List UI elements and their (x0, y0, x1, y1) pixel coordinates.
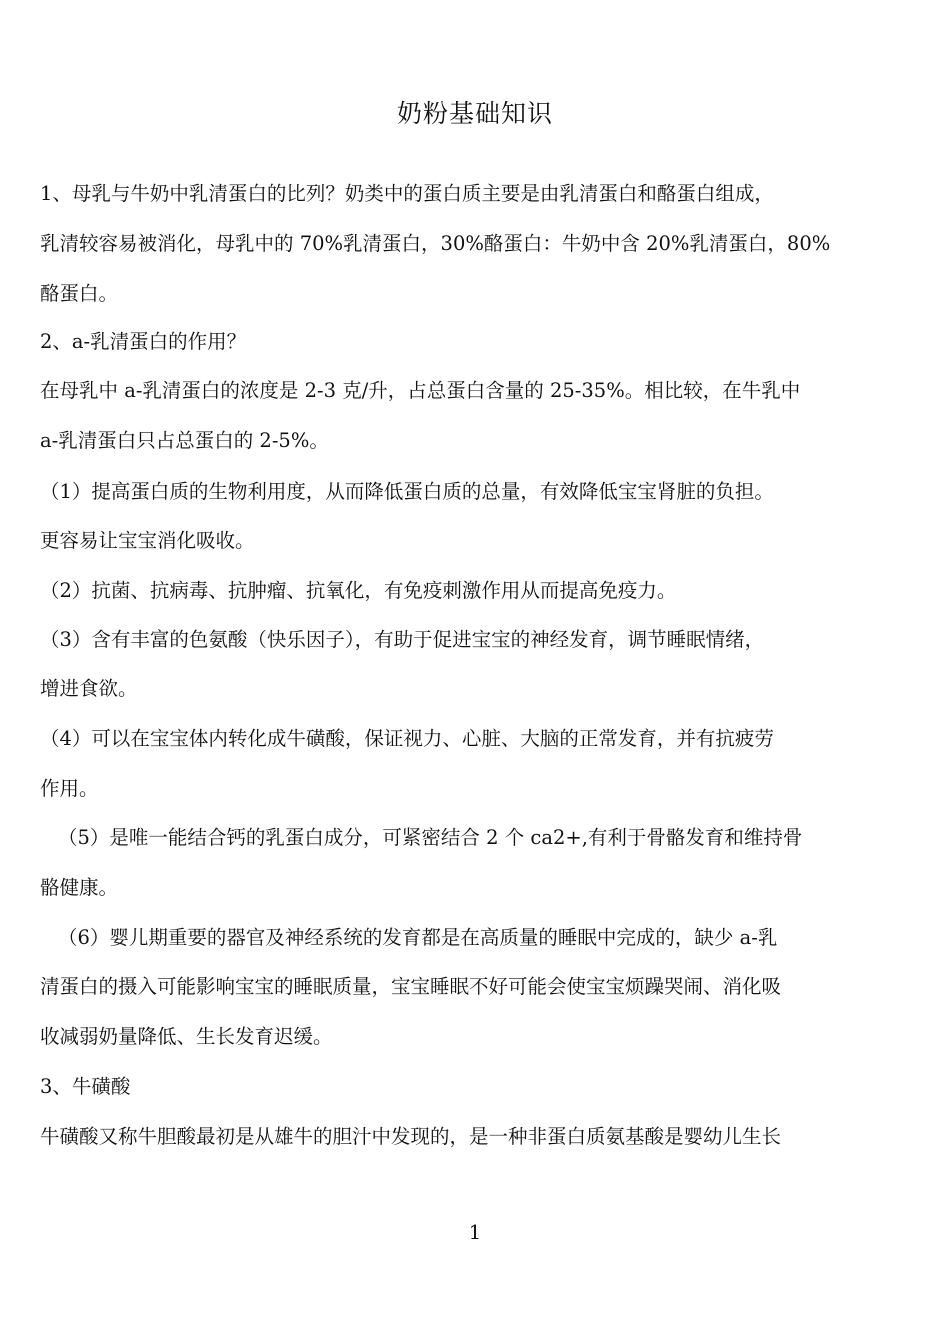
page-title: 奶粉基础知识 (396, 99, 553, 128)
item-1-line-1: （1）提高蛋白质的生物利用度，从而降低蛋白质的总量，有效降低宝宝肾脏的负担。 (40, 480, 774, 503)
item-3-line-1: （3）含有丰富的色氨酸（快乐因子），有助于促进宝宝的神经发育，调节睡眠情绪， (40, 628, 765, 651)
item-2-line-1: （2）抗菌、抗病毒、抗肿瘤、抗氧化，有免疫刺激作用从而提高免疫力。 (40, 579, 677, 602)
item-5-line-1: （5）是唯一能结合钙的乳蛋白成分，可紧密结合 2 个 ca2+,有利于骨骼发育和维持骨 (58, 826, 803, 849)
section-2-heading: 2、a-乳清蛋白的作用？ (40, 330, 247, 353)
paragraph-1-line-1: 1、母乳与牛奶中乳清蛋白的比列？奶类中的蛋白质主要是由乳清蛋白和酪蛋白组成， (40, 182, 774, 205)
item-5-line-2: 骼健康。 (40, 876, 119, 899)
item-6-line-3: 收减弱奶量降低、生长发育迟缓。 (40, 1025, 333, 1048)
paragraph-1-line-3: 酪蛋白。 (40, 282, 119, 305)
item-1-line-2: 更容易让宝宝消化吸收。 (40, 529, 255, 552)
item-6-line-2: 清蛋白的摄入可能影响宝宝的睡眠质量，宝宝睡眠不好可能会使宝宝烦躁哭闹、消化吸 (40, 975, 782, 998)
section-3-line-1: 牛磺酸又称牛胆酸最初是从雄牛的胆汁中发现的，是一种非蛋白质氨基酸是婴幼儿生长 (40, 1125, 782, 1148)
item-3-line-2: 增进食欲。 (40, 677, 138, 700)
section-3-heading: 3、牛磺酸 (40, 1075, 131, 1098)
item-6-line-1: （6）婴儿期重要的器官及神经系统的发育都是在高质量的睡眠中完成的，缺少 a-乳 (58, 926, 778, 949)
section-2-intro-line-1: 在母乳中 a-乳清蛋白的浓度是 2-3 克/升，占总蛋白含量的 25-35%。相比较，在牛乳中 (40, 379, 801, 402)
item-4-line-2: 作用。 (40, 777, 99, 800)
page-number: 1 (468, 1220, 482, 1244)
paragraph-1-line-2: 乳清较容易被消化，母乳中的 70%乳清蛋白，30%酪蛋白：牛奶中含 20%乳清蛋白，80% (40, 232, 831, 255)
item-4-line-1: （4）可以在宝宝体内转化成牛磺酸，保证视力、心脏、大脑的正常发育，并有抗疲劳 (40, 727, 774, 750)
section-2-intro-line-2: a-乳清蛋白只占总蛋白的 2-5%。 (40, 429, 329, 452)
